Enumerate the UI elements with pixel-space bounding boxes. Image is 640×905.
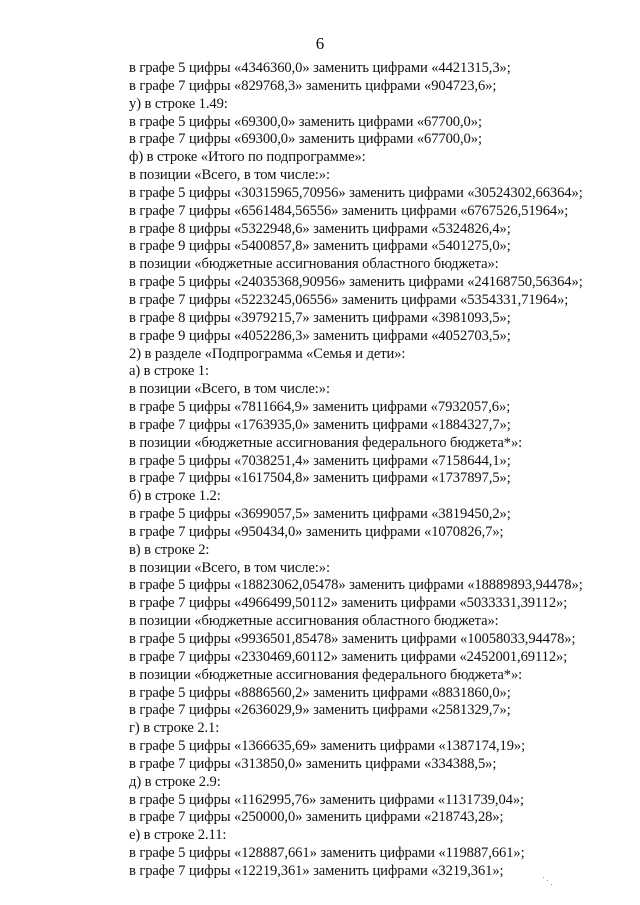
text-line: в графе 7 цифры «12219,361» заменить цифрами «3219,361»;: [129, 862, 504, 879]
text-line: в графе 5 цифры «18823062,05478» заменить цифрами «18889893,94478»;: [129, 577, 583, 594]
text-line: в графе 7 цифры «950434,0» заменить цифрами «1070826,7»;: [129, 523, 504, 540]
text-line: в позиции «бюджетные ассигнования областного бюджета»:: [129, 613, 499, 630]
text-line: в графе 5 цифры «1162995,76» заменить цифрами «1131739,04»;: [129, 791, 525, 808]
text-line: в позиции «бюджетные ассигнования федерального бюджета*»:: [129, 434, 523, 451]
text-line: в графе 7 цифры «1763935,0» заменить цифрами «1884327,7»;: [129, 416, 511, 433]
text-line: в графе 5 цифры «69300,0» заменить цифрами «67700,0»;: [129, 113, 482, 130]
text-line: у) в строке 1.49:: [129, 95, 228, 112]
text-line: в позиции «Всего, в том числе:»:: [129, 381, 330, 398]
text-line: в графе 8 цифры «5322948,6» заменить цифрами «5324826,4»;: [129, 220, 511, 237]
text-line: д) в строке 2.9:: [129, 773, 221, 790]
text-line: в графе 5 цифры «8886560,2» заменить цифрами «8831860,0»;: [129, 684, 511, 701]
text-line: в графе 8 цифры «3979215,7» заменить цифрами «3981093,5»;: [129, 309, 511, 326]
text-line: в графе 7 цифры «829768,3» заменить цифрами «904723,6»;: [129, 77, 497, 94]
text-line: в графе 7 цифры «250000,0» заменить цифрами «218743,28»;: [129, 809, 504, 826]
text-line: ф) в строке «Итого по подпрограмме»:: [129, 149, 366, 166]
text-line: в графе 5 цифры «128887,661» заменить цифрами «119887,661»;: [129, 845, 525, 862]
text-line: а) в строке 1:: [129, 363, 209, 380]
text-line: в графе 5 цифры «9936501,85478» заменить цифрами «10058033,94478»;: [129, 631, 576, 647]
text-line: в графе 5 цифры «30315965,70956» заменить цифрами «30524302,66364»;: [129, 184, 583, 201]
text-line: в графе 7 цифры «5223245,06556» заменить цифрами «5354331,71964»;: [129, 291, 569, 308]
text-line: в графе 9 цифры «4052286,3» заменить цифрами «4052703,5»;: [129, 327, 511, 344]
text-line: в графе 5 цифры «24035368,90956» заменить цифрами «24168750,56364»;: [129, 274, 583, 291]
text-line: в позиции «Всего, в том числе:»:: [129, 167, 330, 184]
text-line: в графе 7 цифры «69300,0» заменить цифрами «67700,0»;: [129, 131, 482, 148]
text-line: г) в строке 2.1:: [129, 720, 220, 737]
section-heading-line: 2) в разделе «Подпрограмма «Семья и дети»:: [129, 345, 406, 362]
text-line: в графе 5 цифры «4346360,0» заменить цифрами «4421315,3»;: [129, 60, 511, 76]
text-line: б) в строке 1.2:: [129, 488, 221, 505]
text-line: в графе 7 цифры «4966499,50112» заменить цифрами «5033331,39112»;: [129, 595, 568, 612]
text-line: в позиции «бюджетные ассигнования федерального бюджета*»:: [129, 666, 523, 683]
text-line: в позиции «бюджетные ассигнования областного бюджета»:: [129, 256, 499, 273]
text-line: в графе 7 цифры «1617504,8» заменить цифрами «1737897,5»;: [129, 470, 511, 487]
amendment-text-block: [129, 60, 629, 881]
text-line: в) в строке 2:: [129, 541, 210, 558]
text-line: в графе 7 цифры «6561484,56556» заменить цифрами «6767526,51964»;: [129, 202, 569, 219]
text-line: в позиции «Всего, в том числе:»:: [129, 559, 330, 576]
text-line: в графе 5 цифры «7811664,9» заменить цифрами «7932057,6»;: [129, 399, 511, 416]
text-line: в графе 7 цифры «313850,0» заменить цифрами «334388,5»;: [129, 755, 497, 772]
text-line: в графе 9 цифры «5400857,8» заменить цифрами «5401275,0»;: [129, 238, 511, 255]
text-line: в графе 7 цифры «2636029,9» заменить цифрами «2581329,7»;: [129, 702, 511, 719]
text-line: в графе 5 цифры «3699057,5» заменить цифрами «3819450,2»;: [129, 506, 511, 523]
text-line: в графе 5 цифры «7038251,4» заменить цифрами «7158644,1»;: [129, 452, 511, 469]
text-line: в графе 5 цифры «1366635,69» заменить цифрами «1387174,19»;: [129, 738, 526, 755]
text-line: е) в строке 2.11:: [129, 827, 227, 844]
text-line: в графе 7 цифры «2330469,60112» заменить цифрами «2452001,69112»;: [129, 648, 568, 665]
page-number: 6: [315, 34, 325, 53]
